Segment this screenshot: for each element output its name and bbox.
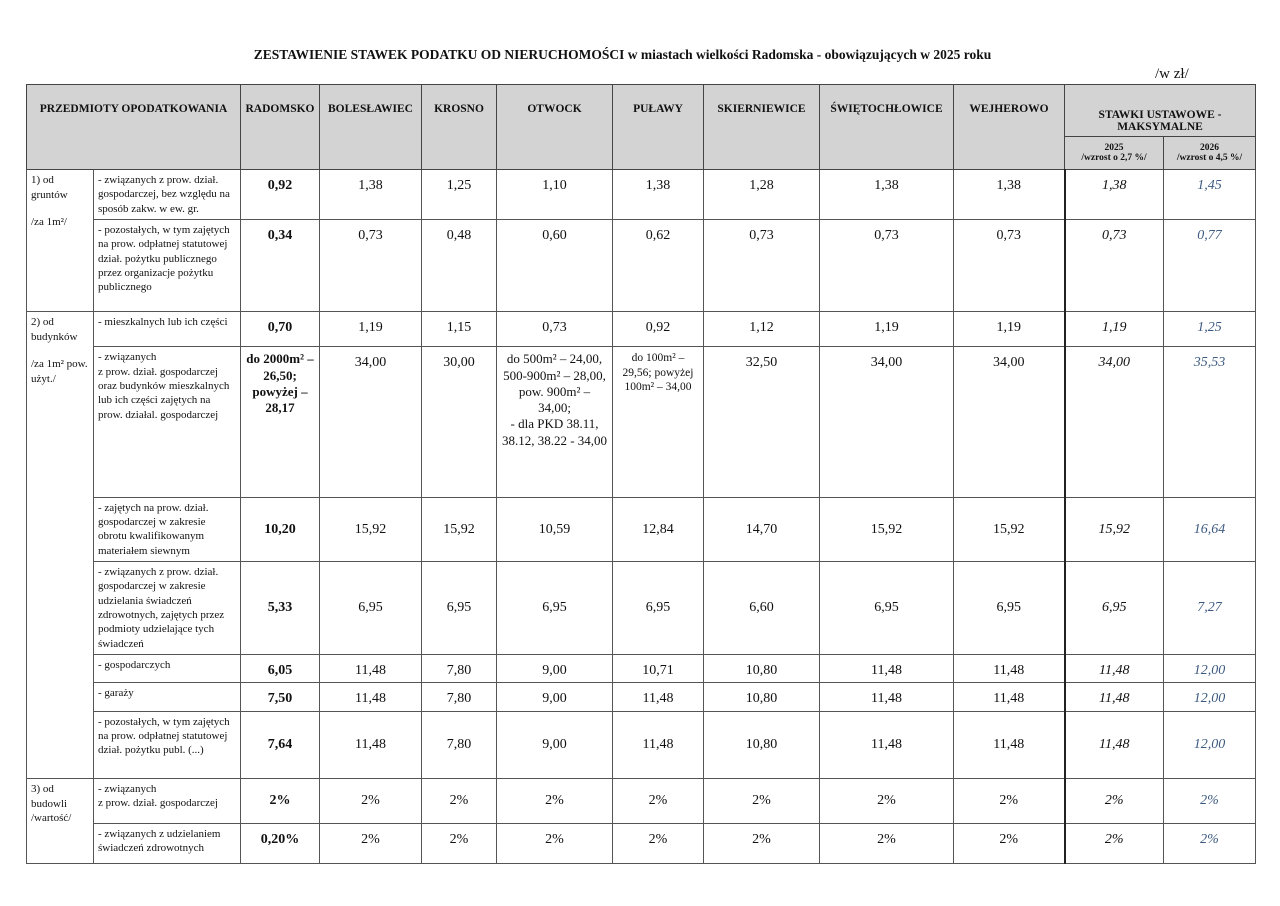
category-label: 1) od gruntów	[31, 174, 68, 201]
rate-radomsko: 7,64	[241, 711, 320, 778]
rate-max-2026: 0,77	[1164, 220, 1256, 312]
row-description: - garaży	[94, 683, 241, 711]
unit-note: /w zł/	[1155, 66, 1189, 82]
rate-krosno: 15,92	[422, 497, 497, 561]
row-description: - związanych z prow. dział. gospodarczej w zakresie udzielania świadczeń zdrowotnych, zajętych przez podmioty udzielające tych świadczeń	[94, 562, 241, 655]
rate-pulawy: 12,84	[613, 497, 704, 561]
row-description: - pozostałych, w tym zajętych na prow. odpłatnej statutowej dział. pożytku publ. (...)	[94, 711, 241, 778]
category-cell	[27, 778, 94, 863]
rate-otwock: 1,10	[497, 170, 613, 220]
category-unit: /za 1m² pow. użyt./	[31, 358, 88, 385]
rate-wejherowo: 2%	[954, 823, 1065, 863]
rate-skierniewice: 1,12	[704, 312, 820, 347]
rate-pulawy: 1,38	[613, 170, 704, 220]
rate-otwock: 2%	[497, 823, 613, 863]
rate-max-2026: 12,00	[1164, 711, 1256, 778]
rate-max-2026: 1,25	[1164, 312, 1256, 347]
rate-otwock: 9,00	[497, 655, 613, 683]
header-max-2025: 2025 /wzrost o 2,7 %/	[1065, 137, 1164, 170]
rate-radomsko: 6,05	[241, 655, 320, 683]
rate-wejherowo: 6,95	[954, 562, 1065, 655]
table-row	[27, 170, 1256, 220]
table-row	[27, 562, 1256, 655]
rate-pulawy: 10,71	[613, 655, 704, 683]
table-row	[27, 655, 1256, 683]
table-row	[27, 312, 1256, 347]
rate-otwock: do 500m² – 24,00, 500-900m² – 28,00, pow. 900m² – 34,00; - dla PKD 38.11, 38.12, 38.22 - 34,00	[497, 347, 613, 497]
rate-krosno: 30,00	[422, 347, 497, 497]
rate-max-2026: 2%	[1164, 778, 1256, 823]
rate-otwock: 6,95	[497, 562, 613, 655]
page-title: ZESTAWIENIE STAWEK PODATKU OD NIERUCHOMOŚCI w miastach wielkości Radomska - obowiązujących w 2025 roku	[253, 47, 992, 62]
header-max-2026: 2026 /wzrost o 4,5 %/	[1164, 137, 1256, 170]
rate-swietochlowice: 1,19	[820, 312, 954, 347]
rate-swietochlowice: 11,48	[820, 655, 954, 683]
rate-max-2026: 7,27	[1164, 562, 1256, 655]
header-city-boleslawiec: BOLESŁAWIEC	[320, 85, 422, 170]
category-label: 3) od budowli /wartość/	[31, 782, 72, 825]
header-city-wejherowo: WEJHEROWO	[954, 85, 1065, 170]
rate-swietochlowice: 11,48	[820, 683, 954, 711]
rate-max-2026: 16,64	[1164, 497, 1256, 561]
tax-rates-table	[26, 84, 1256, 864]
rate-pulawy: 11,48	[613, 683, 704, 711]
header-city-radomsko: RADOMSKO	[241, 85, 320, 170]
rate-skierniewice: 0,73	[704, 220, 820, 312]
rate-radomsko: 0,70	[241, 312, 320, 347]
rate-max-2026: 12,00	[1164, 655, 1256, 683]
rate-wejherowo: 2%	[954, 778, 1065, 823]
rate-otwock: 10,59	[497, 497, 613, 561]
rate-boleslawiec: 2%	[320, 778, 422, 823]
rate-pulawy: do 100m² – 29,56; powyżej 100m² – 34,00	[613, 347, 704, 497]
rate-skierniewice: 6,60	[704, 562, 820, 655]
rate-max-2025: 0,73	[1065, 220, 1164, 312]
rate-radomsko: 7,50	[241, 683, 320, 711]
rate-pulawy: 2%	[613, 823, 704, 863]
rate-wejherowo: 15,92	[954, 497, 1065, 561]
rate-boleslawiec: 6,95	[320, 562, 422, 655]
rate-krosno: 0,48	[422, 220, 497, 312]
row-description: - pozostałych, w tym zajętych na prow. odpłatnej statutowej dział. pożytku publicznego przez organizacje pożytku publicznego	[94, 220, 241, 312]
rate-wejherowo: 34,00	[954, 347, 1065, 497]
rate-otwock: 2%	[497, 778, 613, 823]
category-cell	[27, 312, 94, 778]
table-row	[27, 347, 1256, 497]
rate-swietochlowice: 2%	[820, 778, 954, 823]
rate-swietochlowice: 34,00	[820, 347, 954, 497]
rate-wejherowo: 1,38	[954, 170, 1065, 220]
rate-boleslawiec: 0,73	[320, 220, 422, 312]
table-row	[27, 778, 1256, 823]
row-description: - mieszkalnych lub ich części	[94, 312, 241, 347]
rate-boleslawiec: 2%	[320, 823, 422, 863]
rate-swietochlowice: 6,95	[820, 562, 954, 655]
rate-krosno: 7,80	[422, 711, 497, 778]
rate-wejherowo: 1,19	[954, 312, 1065, 347]
rate-max-2026: 1,45	[1164, 170, 1256, 220]
rate-boleslawiec: 11,48	[320, 683, 422, 711]
rate-krosno: 7,80	[422, 683, 497, 711]
row-description: - zajętych na prow. dział. gospodarczej w zakresie obrotu kwalifikowanym materiałem siewnym	[94, 497, 241, 561]
rate-otwock: 0,60	[497, 220, 613, 312]
row-description: - gospodarczych	[94, 655, 241, 683]
rate-max-2025: 11,48	[1065, 655, 1164, 683]
rate-wejherowo: 11,48	[954, 655, 1065, 683]
header-city-pulawy: PUŁAWY	[613, 85, 704, 170]
rate-skierniewice: 14,70	[704, 497, 820, 561]
rate-krosno: 2%	[422, 778, 497, 823]
rate-otwock: 9,00	[497, 711, 613, 778]
rate-skierniewice: 1,28	[704, 170, 820, 220]
header-city-otwock: OTWOCK	[497, 85, 613, 170]
rate-radomsko: 2%	[241, 778, 320, 823]
rate-pulawy: 0,62	[613, 220, 704, 312]
header-max-rates: STAWKI USTAWOWE - MAKSYMALNE	[1065, 85, 1256, 137]
table-row	[27, 220, 1256, 312]
rate-swietochlowice: 0,73	[820, 220, 954, 312]
rate-max-2025: 1,38	[1065, 170, 1164, 220]
rate-skierniewice: 10,80	[704, 655, 820, 683]
header-city-swietochlowice: ŚWIĘTOCHŁOWICE	[820, 85, 954, 170]
rate-max-2025: 34,00	[1065, 347, 1164, 497]
rate-skierniewice: 10,80	[704, 683, 820, 711]
rate-wejherowo: 0,73	[954, 220, 1065, 312]
rate-boleslawiec: 34,00	[320, 347, 422, 497]
header-city-skierniewice: SKIERNIEWICE	[704, 85, 820, 170]
row-description: - związanych z udzielaniem świadczeń zdrowotnych	[94, 823, 241, 863]
rate-krosno: 2%	[422, 823, 497, 863]
rate-skierniewice: 2%	[704, 823, 820, 863]
category-label: 2) od budynków	[31, 316, 78, 344]
rate-pulawy: 11,48	[613, 711, 704, 778]
rate-max-2026: 35,53	[1164, 347, 1256, 497]
row-description: - związanych z prow. dział. gospodarczej oraz budynków mieszkalnych lub ich części zajętych na prow. działal. gospodarczej	[94, 347, 241, 497]
rate-pulawy: 6,95	[613, 562, 704, 655]
row-description: - związanych z prow. dział. gospodarczej, bez względu na sposób zakw. w ew. gr.	[94, 170, 241, 220]
rate-max-2025: 1,19	[1065, 312, 1164, 347]
rate-krosno: 1,15	[422, 312, 497, 347]
rate-radomsko: 10,20	[241, 497, 320, 561]
header-subject: PRZEDMIOTY OPODATKOWANIA	[27, 85, 241, 170]
rate-radomsko: do 2000m² – 26,50; powyżej – 28,17	[241, 347, 320, 497]
category-cell	[27, 170, 94, 312]
rate-boleslawiec: 11,48	[320, 711, 422, 778]
rate-max-2025: 15,92	[1065, 497, 1164, 561]
rate-max-2025: 11,48	[1065, 683, 1164, 711]
table-row	[27, 683, 1256, 711]
rate-boleslawiec: 11,48	[320, 655, 422, 683]
row-description: - związanych z prow. dział. gospodarczej	[94, 778, 241, 823]
rate-boleslawiec: 1,38	[320, 170, 422, 220]
rate-otwock: 9,00	[497, 683, 613, 711]
rate-wejherowo: 11,48	[954, 683, 1065, 711]
rate-swietochlowice: 1,38	[820, 170, 954, 220]
table-row	[27, 497, 1256, 561]
rate-skierniewice: 2%	[704, 778, 820, 823]
rate-skierniewice: 32,50	[704, 347, 820, 497]
rate-swietochlowice: 11,48	[820, 711, 954, 778]
rate-swietochlowice: 15,92	[820, 497, 954, 561]
rate-radomsko: 0,20%	[241, 823, 320, 863]
rate-otwock: 0,73	[497, 312, 613, 347]
rate-skierniewice: 10,80	[704, 711, 820, 778]
rate-boleslawiec: 15,92	[320, 497, 422, 561]
category-unit: /za 1m²/	[31, 215, 67, 228]
rate-max-2025: 2%	[1065, 778, 1164, 823]
table-row	[27, 711, 1256, 778]
rate-max-2026: 12,00	[1164, 683, 1256, 711]
rate-max-2025: 6,95	[1065, 562, 1164, 655]
rate-radomsko: 5,33	[241, 562, 320, 655]
rate-max-2025: 11,48	[1065, 711, 1164, 778]
rate-boleslawiec: 1,19	[320, 312, 422, 347]
rate-pulawy: 0,92	[613, 312, 704, 347]
rate-krosno: 7,80	[422, 655, 497, 683]
rate-max-2026: 2%	[1164, 823, 1256, 863]
rate-wejherowo: 11,48	[954, 711, 1065, 778]
rate-radomsko: 0,34	[241, 220, 320, 312]
rate-krosno: 1,25	[422, 170, 497, 220]
header-city-krosno: KROSNO	[422, 85, 497, 170]
table-row	[27, 823, 1256, 863]
rate-pulawy: 2%	[613, 778, 704, 823]
rate-radomsko: 0,92	[241, 170, 320, 220]
rate-max-2025: 2%	[1065, 823, 1164, 863]
rate-swietochlowice: 2%	[820, 823, 954, 863]
rate-krosno: 6,95	[422, 562, 497, 655]
